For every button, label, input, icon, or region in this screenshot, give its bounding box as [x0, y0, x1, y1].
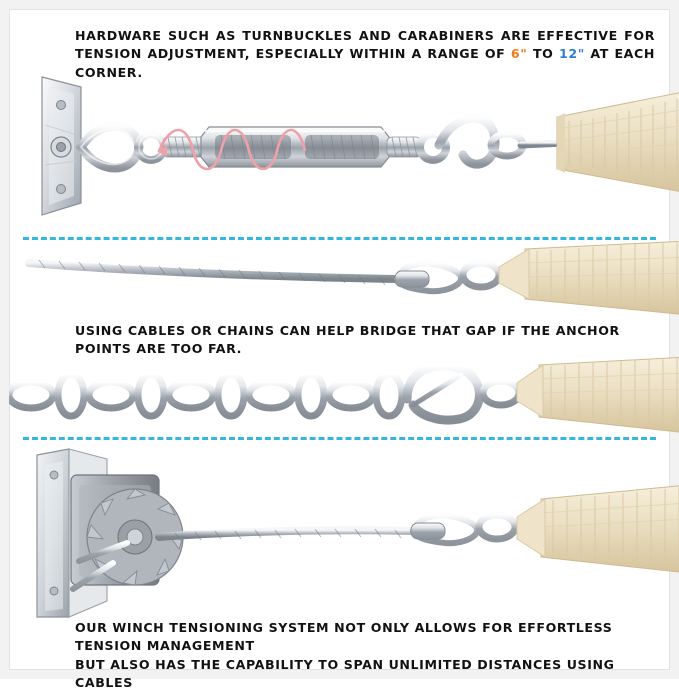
shackle-eye-icon: [463, 263, 499, 287]
divider-bottom: [23, 437, 656, 440]
shackle-eye-icon: [479, 515, 515, 539]
wall-plate-icon: [42, 77, 81, 215]
turnbuckle-thread-right-icon: [387, 137, 421, 157]
sail-corner-fabric: [517, 485, 679, 573]
thimble-loop-icon: [411, 516, 477, 544]
caption-middle: USING CABLES OR CHAINS CAN HELP BRIDGE THAT GAP IF THE ANCHOR POINTS ARE TOO FAR.: [75, 322, 660, 359]
sail-corner-fabric: [557, 91, 679, 193]
caption-top-segment-1: HARDWARE SUCH AS TURNBUCKLES AND CARABINERS ARE EFFECTIVE FOR TENSION ADJUSTMENT, ESPECIALLY WITHIN A RANGE OF: [75, 28, 655, 61]
caption-bottom: [75, 619, 660, 692]
sail-corner-fabric: [499, 241, 679, 315]
d-ring-icon: [81, 126, 139, 168]
panel-winch: [9, 441, 679, 619]
divider-top: [23, 237, 656, 240]
caption-top-segment-2: AT EACH CORNER.: [75, 46, 655, 79]
thimble-loop-icon: [395, 264, 461, 292]
panel-cable: [9, 241, 679, 321]
carabiner-icon: [407, 366, 479, 420]
caption-top-measure-max: 12": [559, 46, 585, 61]
caption-top-between: TO: [527, 46, 559, 61]
chain-icon: [9, 374, 402, 416]
sail-corner-fabric: [517, 357, 679, 433]
caption-bottom-line-1: OUR WINCH TENSIONING SYSTEM NOT ONLY ALLOWS FOR EFFORTLESS TENSION MANAGEMENT: [75, 619, 660, 656]
caption-top-measure-min: 6": [511, 46, 528, 61]
caption-bottom-line-2: BUT ALSO HAS THE CAPABILITY TO SPAN UNLIMITED DISTANCES USING CABLES: [75, 656, 660, 692]
panel-chain: [9, 353, 679, 437]
steel-cable-icon: [159, 529, 415, 541]
steel-cable-icon: [29, 260, 399, 285]
shackle-eye-icon: [483, 381, 519, 405]
panel-turnbuckle: [9, 65, 679, 237]
